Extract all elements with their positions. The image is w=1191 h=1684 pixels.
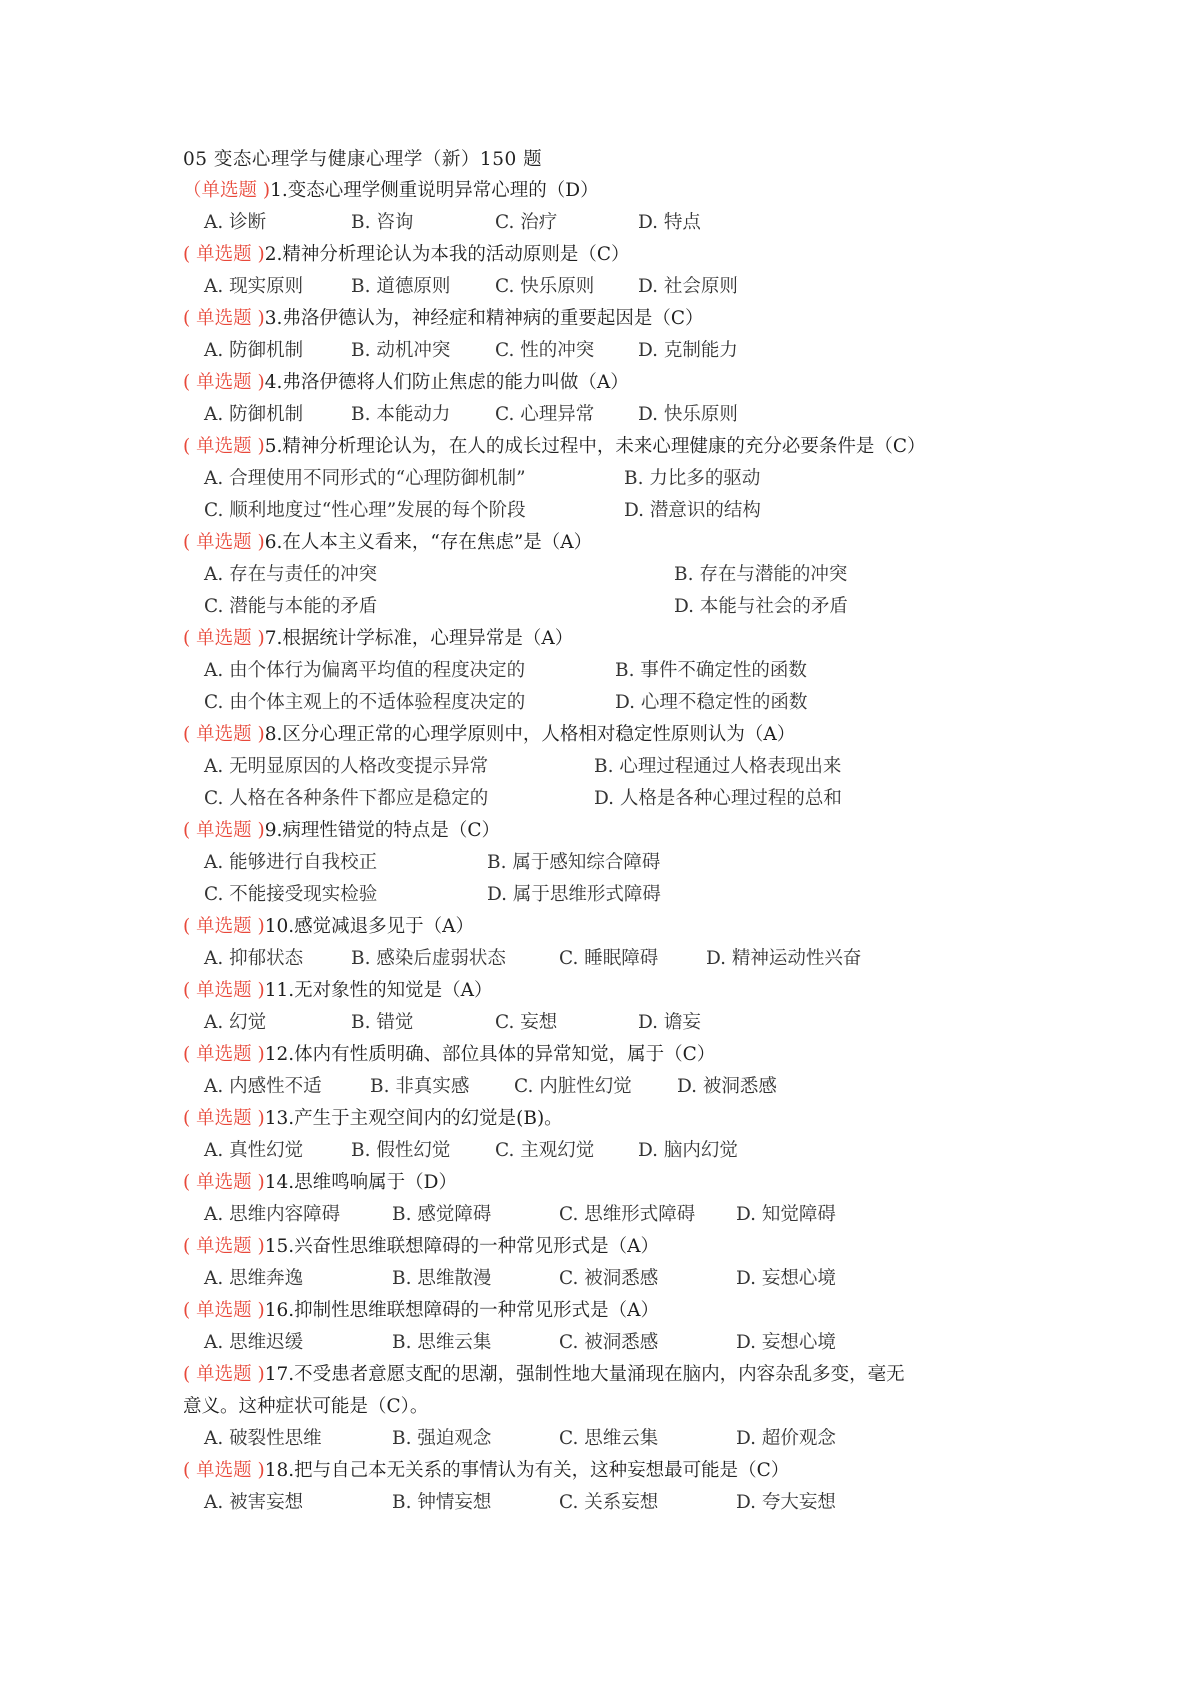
answer-option: C. 心理异常 bbox=[495, 404, 595, 425]
answer-option: D. 人格是各种心理过程的总和 bbox=[594, 788, 842, 809]
question-text-continuation: 意义。这种症状可能是（C）。 bbox=[183, 1396, 429, 1417]
answer-option: D. 脑内幻觉 bbox=[638, 1140, 738, 1161]
answer-option: A. 真性幻觉 bbox=[204, 1140, 304, 1161]
question-stem bbox=[183, 1104, 563, 1134]
answer-option: C. 被洞悉感 bbox=[559, 1332, 659, 1353]
question-type-tag: ( 单选题 ) bbox=[183, 1300, 265, 1321]
answer-option: A. 防御机制 bbox=[204, 404, 304, 425]
answer-option: D. 被洞悉感 bbox=[677, 1076, 777, 1097]
answer-option: B. 感染后虚弱状态 bbox=[351, 948, 506, 969]
answer-option: A. 思维迟缓 bbox=[204, 1332, 304, 1353]
answer-option: B. 力比多的驱动 bbox=[624, 468, 761, 489]
question-text: 15.兴奋性思维联想障碍的一种常见形式是（A） bbox=[264, 1236, 659, 1257]
answer-option: C. 顺利地度过“性心理”发展的每个阶段 bbox=[204, 500, 526, 521]
question-text: 17.不受患者意愿支配的思潮，强制性地大量涌现在脑内，内容杂乱多变，毫无 bbox=[264, 1364, 905, 1385]
question-stem bbox=[183, 1360, 905, 1390]
question-stem bbox=[183, 720, 795, 750]
answer-option: B. 事件不确定性的函数 bbox=[615, 660, 807, 681]
question-stem bbox=[183, 1296, 659, 1326]
answer-option: D. 精神运动性兴奋 bbox=[706, 948, 862, 969]
answer-option: A. 幻觉 bbox=[204, 1012, 267, 1033]
answer-option: A. 能够进行自我校正 bbox=[204, 852, 378, 873]
answer-option: A. 诊断 bbox=[204, 212, 267, 233]
answer-option: A. 由个体行为偏离平均值的程度决定的 bbox=[204, 660, 526, 681]
question-text: 8.区分心理正常的心理学原则中，人格相对稳定性原则认为（A） bbox=[264, 724, 796, 745]
question-type-tag: ( 单选题 ) bbox=[183, 1044, 265, 1065]
answer-option: C. 治疗 bbox=[495, 212, 558, 233]
answer-option: C. 被洞悉感 bbox=[559, 1268, 659, 1289]
question-stem bbox=[183, 816, 500, 846]
answer-option: B. 非真实感 bbox=[370, 1076, 470, 1097]
answer-option: C. 关系妄想 bbox=[559, 1492, 659, 1513]
answer-option: D. 妄想心境 bbox=[736, 1268, 836, 1289]
answer-option: A. 被害妄想 bbox=[204, 1492, 304, 1513]
question-type-tag: ( 单选题 ) bbox=[183, 1236, 265, 1257]
question-type-tag: ( 单选题 ) bbox=[183, 308, 265, 329]
answer-option: A. 存在与责任的冲突 bbox=[204, 564, 378, 585]
answer-option: D. 克制能力 bbox=[638, 340, 738, 361]
answer-option: B. 道德原则 bbox=[351, 276, 451, 297]
question-stem bbox=[183, 432, 926, 462]
question-type-tag: ( 单选题 ) bbox=[183, 820, 265, 841]
question-text: 16.抑制性思维联想障碍的一种常见形式是（A） bbox=[264, 1300, 659, 1321]
question-stem bbox=[183, 304, 704, 334]
question-type-tag: ( 单选题 ) bbox=[183, 1364, 265, 1385]
answer-option: B. 钟情妄想 bbox=[392, 1492, 492, 1513]
question-stem bbox=[183, 176, 599, 206]
question-stem bbox=[183, 1168, 457, 1198]
question-text: 18.把与自己本无关系的事情认为有关，这种妄想最可能是（C） bbox=[264, 1460, 790, 1481]
question-text: 1.变态心理学侧重说明异常心理的（D） bbox=[270, 180, 599, 201]
question-text: 10.感觉减退多见于（A） bbox=[264, 916, 474, 937]
question-type-tag: ( 单选题 ) bbox=[183, 436, 265, 457]
answer-option: C. 内脏性幻觉 bbox=[514, 1076, 632, 1097]
answer-option: C. 思维形式障碍 bbox=[559, 1204, 696, 1225]
answer-option: B. 错觉 bbox=[351, 1012, 414, 1033]
document-title: 05 变态心理学与健康心理学（新）150 题 bbox=[183, 149, 543, 170]
answer-option: C. 主观幻觉 bbox=[495, 1140, 595, 1161]
answer-option: C. 妄想 bbox=[495, 1012, 558, 1033]
question-type-tag: ( 单选题 ) bbox=[183, 244, 265, 265]
answer-option: B. 感觉障碍 bbox=[392, 1204, 492, 1225]
question-type-tag: ( 单选题 ) bbox=[183, 980, 265, 1001]
answer-option: B. 属于感知综合障碍 bbox=[487, 852, 661, 873]
question-type-tag: ( 单选题 ) bbox=[183, 532, 265, 553]
answer-option: C. 不能接受现实检验 bbox=[204, 884, 378, 905]
answer-option: C. 人格在各种条件下都应是稳定的 bbox=[204, 788, 489, 809]
answer-option: A. 合理使用不同形式的“心理防御机制” bbox=[204, 468, 526, 489]
answer-option: C. 快乐原则 bbox=[495, 276, 595, 297]
question-type-tag: ( 单选题 ) bbox=[183, 724, 265, 745]
question-stem bbox=[183, 368, 629, 398]
answer-option: C. 性的冲突 bbox=[495, 340, 595, 361]
answer-option: A. 思维奔逸 bbox=[204, 1268, 304, 1289]
answer-option: A. 思维内容障碍 bbox=[204, 1204, 341, 1225]
answer-option: C. 睡眠障碍 bbox=[559, 948, 659, 969]
question-text: 5.精神分析理论认为，在人的成长过程中，未来心理健康的充分必要条件是（C） bbox=[264, 436, 926, 457]
answer-option: C. 思维云集 bbox=[559, 1428, 659, 1449]
answer-option: D. 属于思维形式障碍 bbox=[487, 884, 661, 905]
question-type-tag: ( 单选题 ) bbox=[183, 372, 265, 393]
question-stem bbox=[183, 1456, 789, 1486]
answer-option: D. 心理不稳定性的函数 bbox=[615, 692, 808, 713]
question-text: 4.弗洛伊德将人们防止焦虑的能力叫做（A） bbox=[264, 372, 629, 393]
answer-option: B. 本能动力 bbox=[351, 404, 451, 425]
question-stem bbox=[183, 528, 592, 558]
question-type-tag: ( 单选题 ) bbox=[183, 1108, 265, 1129]
question-stem bbox=[183, 240, 630, 270]
answer-option: D. 夸大妄想 bbox=[736, 1492, 836, 1513]
question-text: 9.病理性错觉的特点是（C） bbox=[264, 820, 501, 841]
question-stem bbox=[183, 976, 493, 1006]
answer-option: B. 假性幻觉 bbox=[351, 1140, 451, 1161]
answer-option: A. 内感性不适 bbox=[204, 1076, 322, 1097]
answer-option: D. 妄想心境 bbox=[736, 1332, 836, 1353]
question-stem bbox=[183, 1040, 715, 1070]
answer-option: C. 由个体主观上的不适体验程度决定的 bbox=[204, 692, 526, 713]
answer-option: B. 思维云集 bbox=[392, 1332, 492, 1353]
question-text: 13.产生于主观空间内的幻觉是(B)。 bbox=[264, 1108, 563, 1129]
question-text: 7.根据统计学标准，心理异常是（A） bbox=[264, 628, 574, 649]
answer-option: B. 咨询 bbox=[351, 212, 414, 233]
answer-option: D. 快乐原则 bbox=[638, 404, 738, 425]
question-type-tag: ( 单选题 ) bbox=[183, 1172, 265, 1193]
answer-option: A. 无明显原因的人格改变提示异常 bbox=[204, 756, 489, 777]
answer-option: B. 思维散漫 bbox=[392, 1268, 492, 1289]
answer-option: A. 防御机制 bbox=[204, 340, 304, 361]
question-type-tag: ( 单选题 ) bbox=[183, 916, 265, 937]
question-text: 3.弗洛伊德认为，神经症和精神病的重要起因是（C） bbox=[264, 308, 704, 329]
answer-option: D. 知觉障碍 bbox=[736, 1204, 836, 1225]
question-type-tag: ( 单选题 ) bbox=[183, 1460, 265, 1481]
question-stem bbox=[183, 912, 474, 942]
answer-option: C. 潜能与本能的矛盾 bbox=[204, 596, 378, 617]
question-text: 11.无对象性的知觉是（A） bbox=[264, 980, 493, 1001]
answer-option: B. 心理过程通过人格表现出来 bbox=[594, 756, 842, 777]
answer-option: A. 现实原则 bbox=[204, 276, 304, 297]
answer-option: D. 本能与社会的矛盾 bbox=[674, 596, 848, 617]
answer-option: A. 抑郁状态 bbox=[204, 948, 304, 969]
answer-option: A. 破裂性思维 bbox=[204, 1428, 322, 1449]
question-type-tag: （单选题 ) bbox=[183, 180, 271, 201]
answer-option: D. 超价观念 bbox=[736, 1428, 836, 1449]
question-text: 6.在人本主义看来，“存在焦虑”是（A） bbox=[264, 532, 593, 553]
answer-option: D. 谵妄 bbox=[638, 1012, 701, 1033]
question-stem bbox=[183, 624, 573, 654]
answer-option: D. 特点 bbox=[638, 212, 701, 233]
question-text: 14.思维鸣响属于（D） bbox=[264, 1172, 457, 1193]
question-text: 2.精神分析理论认为本我的活动原则是（C） bbox=[264, 244, 630, 265]
answer-option: B. 动机冲突 bbox=[351, 340, 451, 361]
answer-option: B. 强迫观念 bbox=[392, 1428, 492, 1449]
question-stem bbox=[183, 1232, 659, 1262]
question-type-tag: ( 单选题 ) bbox=[183, 628, 265, 649]
answer-option: D. 潜意识的结构 bbox=[624, 500, 761, 521]
question-text: 12.体内有性质明确、部位具体的异常知觉，属于（C） bbox=[264, 1044, 716, 1065]
answer-option: B. 存在与潜能的冲突 bbox=[674, 564, 848, 585]
answer-option: D. 社会原则 bbox=[638, 276, 738, 297]
